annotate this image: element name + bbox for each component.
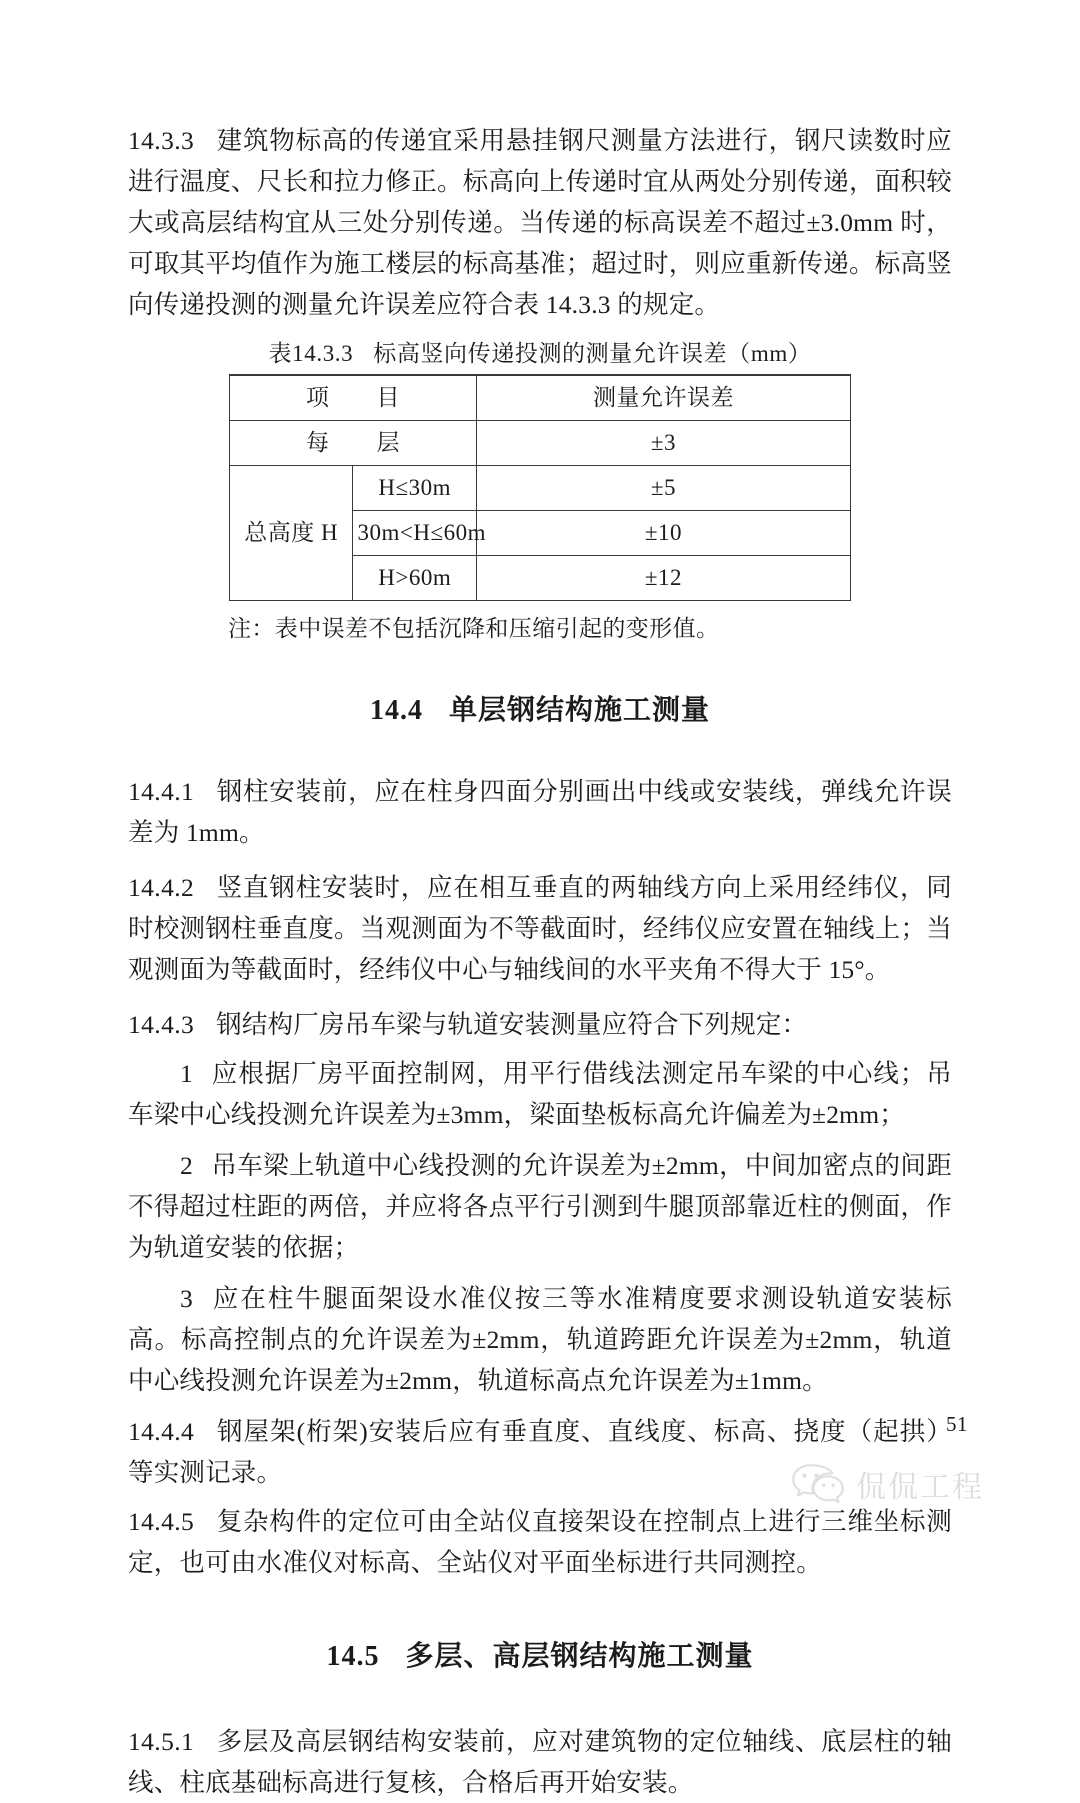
paragraph-number: 14.4.3 (128, 1010, 195, 1039)
paragraph-14-4-5 (128, 1501, 952, 1583)
section-number: 14.4 (369, 695, 423, 726)
paragraph-14-4-4 (128, 1411, 952, 1493)
table-note: 注：表中误差不包括沉降和压缩引起的变形值。 (228, 616, 720, 641)
paragraph-14-5-1 (128, 1721, 952, 1803)
paragraph-text: 竖直钢柱安装时，应在相互垂直的两轴线方向上采用经纬仪，同时校测钢柱垂直度。当观测面为不等截面时，经纬仪应安置在轴线上；当观测面为等截面时，经纬仪中心与轴线间的水平夹角不得大于 15°。 (128, 873, 952, 984)
table-wrapper (128, 374, 952, 601)
paragraph-text: 复杂构件的定位可由全站仪直接架设在控制点上进行三维坐标测定，也可由水准仪对标高、全站仪对平面坐标进行共同测控。 (128, 1507, 952, 1577)
paragraph-text: 多层及高层钢结构安装前，应对建筑物的定位轴线、底层柱的轴线、柱底基础标高进行复核，合格后再开始安装。 (128, 1727, 952, 1797)
page-number: 51 (946, 1412, 968, 1436)
paragraph-number: 14.4.4 (128, 1417, 195, 1446)
table-header-row (230, 375, 851, 421)
paragraph-number: 14.4.1 (128, 777, 195, 806)
table-cell-value: ±3 (476, 421, 850, 466)
table-header-tolerance: 测量允许误差 (476, 375, 850, 421)
paragraph-number: 14.4.2 (128, 873, 195, 902)
paragraph-number: 14.3.3 (128, 126, 195, 155)
section-title: 单层钢结构施工测量 (448, 695, 710, 726)
list-item-number: 2 (180, 1151, 194, 1180)
table-cell-label: H>60m (353, 556, 476, 601)
watermark-label: 侃侃工程 (856, 1471, 984, 1504)
section-number: 14.5 (326, 1641, 380, 1672)
table-caption-title: 标高竖向传递投测的测量允许误差（mm） (373, 341, 812, 366)
table-cell-value: ±10 (476, 511, 850, 556)
list-item-number: 3 (180, 1284, 194, 1313)
section-title: 多层、高层钢结构施工测量 (405, 1641, 754, 1672)
table-caption-label: 表14.3.3 (268, 341, 354, 366)
paragraph-14-4-1 (128, 771, 952, 853)
section-heading-14-4 (128, 691, 952, 731)
list-item-text: 应根据厂房平面控制网，用平行借线法测定吊车梁的中心线；吊车梁中心线投测允许误差为±3mm，梁面垫板标高允许偏差为±2mm； (128, 1059, 952, 1129)
list-item-text: 吊车梁上轨道中心线投测的允许误差为±2mm，中间加密点的间距不得超过柱距的两倍，并应将各点平行引测到牛腿顶部靠近柱的侧面，作为轨道安装的依据； (128, 1151, 952, 1262)
table-cell-label: H≤30m (353, 466, 476, 511)
list-item-2 (128, 1145, 952, 1268)
paragraph-number: 14.4.5 (128, 1507, 195, 1536)
paragraph-text: 钢屋架(桁架)安装后应有垂直度、直线度、标高、挠度（起拱）等实测记录。 (128, 1417, 952, 1487)
list-item-3 (128, 1278, 952, 1401)
paragraph-14-3-3 (128, 120, 952, 325)
paragraph-text: 钢结构厂房吊车梁与轨道安装测量应符合下列规定： (216, 1010, 808, 1039)
table-row (230, 421, 851, 466)
table-cell-value: ±5 (476, 466, 850, 511)
page-content (128, 120, 952, 1803)
table-header-item: 项 目 (230, 375, 477, 421)
paragraph-14-4-2 (128, 867, 952, 990)
list-item-text: 应在柱牛腿面架设水准仪按三等水准精度要求测设轨道安装标高。标高控制点的允许误差为±2mm，轨道跨距允许误差为±2mm，轨道中心线投测允许误差为±2mm，轨道标高点允许误差为±1mm。 (128, 1284, 952, 1395)
list-item-number: 1 (180, 1059, 194, 1088)
list-item-1 (128, 1053, 952, 1135)
table-row (230, 466, 851, 511)
table-cell-label: 每 层 (230, 421, 477, 466)
paragraph-text: 钢柱安装前，应在柱身四面分别画出中线或安装线，弹线允许误差为 1mm。 (128, 777, 952, 847)
table-cell-label: 30m<H≤60m (353, 511, 476, 556)
section-heading-14-5 (128, 1637, 952, 1677)
table-caption (128, 339, 952, 369)
table-14-3-3 (229, 374, 851, 601)
table-cell-value: ±12 (476, 556, 850, 601)
table-cell-group-label: 总高度 H (230, 466, 353, 601)
paragraph-number: 14.5.1 (128, 1727, 195, 1756)
paragraph-text: 建筑物标高的传递宜采用悬挂钢尺测量方法进行，钢尺读数时应进行温度、尺长和拉力修正。标高向上传递时宜从两处分别传递，面积较大或高层结构宜从三处分别传递。当传递的标高误差不超过±3.0mm 时，可取其平均值作为施工楼层的标高基准；超过时，则应重新传递。标高竖向传递投测的测量允许误差应符合表 14.3.3 的规定。 (128, 126, 952, 319)
paragraph-14-4-3 (128, 1004, 952, 1045)
